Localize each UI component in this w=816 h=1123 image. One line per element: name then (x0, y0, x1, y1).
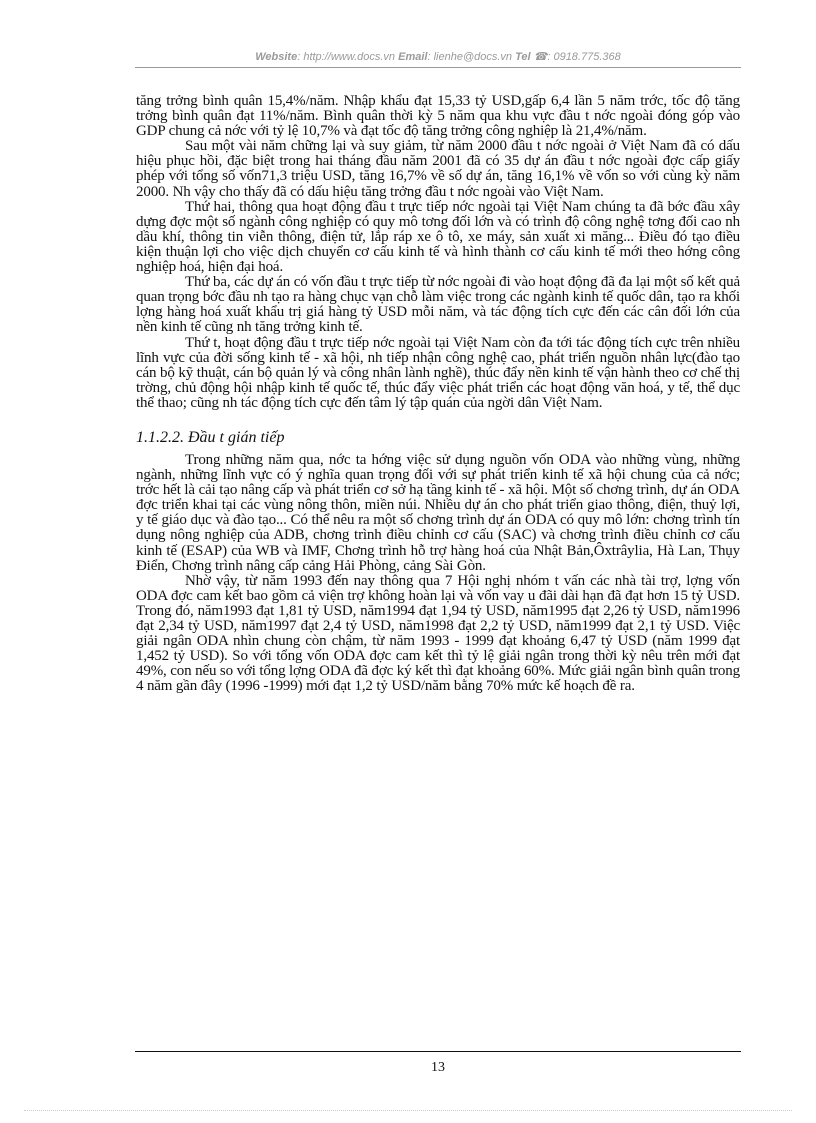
paragraph: Thứ hai, thông qua hoạt động đầu t trực tiếp nớc ngoài tại Việt Nam chúng ta đã bớc đầu xây dựng đợc một số ngành công nghiệp có quy mô tơng đối lớn và có trình độ công nghệ tơng đối cao nh dầu khí, thông tin viễn thông, điện tử, lắp ráp xe ô tô, xe máy, sản xuất xi măng... Điều đó tạo điều kiện thuận lợi cho việc dịch chuyển cơ cấu kinh tế và hình thành cơ cấu kinh tế mới theo hớng công nghiệp hoá, hiện đại hoá. (136, 198, 740, 276)
paragraph: Thứ ba, các dự án có vốn đầu t trực tiếp từ nớc ngoài đi vào hoạt động đã đa lại một số kết quả quan trọng bớc đầu nh tạo ra hàng chục vạn chỗ làm việc trong các ngành kinh tế quốc dân, tạo ra khối lợng hàng hoá xuất khẩu trị giá hàng tỷ USD mỗi năm, và tác động tích cực đến các cân đối lớn của nền kinh tế cũng nh tăng trởng kinh tế. (136, 274, 740, 336)
paragraph: Thứ t, hoạt động đầu t trực tiếp nớc ngoài tại Việt Nam còn đa tới tác động tích cực trên nhiều lĩnh vực của đời sống kinh tế - xã hội, nh tiếp nhận công nghệ cao, phát triển nguồn nhân lực(đào tạo cán bộ kỹ thuật, cán bộ quản lý và công nhân lành nghề), thúc đẩy nền kinh tế vận hành theo cơ chế thị trờng, chủ động hội nhập kinh tế quốc tế, thúc đẩy việc phát triển các hoạt động văn hoá, y tế, thể dục thể thao; cũng nh tác động tích cực đến tâm lý tập quán của ngời dân Việt Nam. (136, 334, 740, 411)
email-label: Email (398, 51, 428, 63)
paragraph: Nhờ vậy, từ năm 1993 đến nay thông qua 7 Hội nghị nhóm t vấn các nhà tài trợ, lợng vốn ODA đợc cam kết bao gồm cả viện trợ không hoàn lại và vốn vay u đãi dài hạn đã đạt hơn 15 tỷ USD. Trong đó, năm1993 đạt 1,81 tỷ USD, năm1994 đạt 1,94 tỷ USD, năm1995 đạt 2,26 tỷ USD, năm1996 đạt 2,34 tỷ USD, năm1997 đạt 2,4 tỷ USD, năm1998 đạt 2,2 tỷ USD, năm1999 đạt 2,1 tỷ USD. Việc giải ngân ODA nhìn chung còn chậm, từ năm 1993 - 1999 đạt khoảng 6,47 tỷ USD (năm 1999 đạt 1,452 tỷ USD). So với tổng vốn ODA đợc cam kết thì tỷ lệ giải ngân trong thời kỳ nêu trên mới đạt 49%, con nếu so với tổng lợng ODA đã đợc ký kết thì đạt khoảng 60%. Mức giải ngân bình quân trong 4 năm gần đây (1996 -1999) mới đạt 1,2 tỷ USD/năm bằng 70% mức kế hoạch đề ra. (136, 572, 740, 695)
tel-value: : 0918.775.368 (547, 51, 621, 63)
paragraph: Trong những năm qua, nớc ta hớng việc sử dụng nguồn vốn ODA vào những vùng, những ngành, những lĩnh vực có ý nghĩa quan trọng đối với sự phát triển kinh tế xã hội chung của cả nớc; trớc hết là cải tạo nâng cấp và phát triển cơ sở hạ tầng kinh tế - xã hội. Một số chơng trình, dự án ODA đợc triển khai tại các vùng nông thôn, miền núi. Nhiều dự án cho phát triển giao thông, điện, thuỷ lợi, y tế giáo dục và đào tạo... Có thể nêu ra một số chơng trình dự án ODA có quy mô lớn: chơng trình tín dụng nông nghiệp của ADB, chơng trình điều chỉnh cơ cấu (SAC) và chơng trình điều chỉnh cơ cấu kinh tế (ESAP) của WB và IMF, Chơng trình hỗ trợ hàng hoá của Nhật Bản,Ôxtrâylia, Hà Lan, Thụy Điển, Chơng trình nâng cấp cảng Hải Phòng, cảng Sài Gòn. (136, 451, 740, 574)
email-link[interactable]: : lienhe@docs.vn (427, 51, 513, 63)
page-bottom-border (24, 1110, 792, 1111)
paragraph-continued: tăng trởng bình quân 15,4%/năm. Nhập khẩu đạt 15,33 tỷ USD,gấp 6,4 lần 5 năm trớc, tốc độ tăng trởng bình quân đạt 11%/năm. Bình quân thời kỳ 5 năm qua khu vực đầu t nớc ngoài đóng góp vào GDP chung cả nớc với tỷ lệ 10,7% và đạt tốc độ tăng trởng công nghiệp là 21,4%/năm. (136, 93, 740, 140)
page-header (135, 48, 741, 66)
header-rule (135, 67, 741, 68)
phone-icon: ☎ (533, 51, 548, 63)
footer-rule (135, 1051, 741, 1052)
body-text (136, 94, 740, 694)
website-link[interactable]: : http://www.docs.vn (297, 51, 396, 63)
section-heading: 1.1.2.2. Đầu t gián tiếp (136, 428, 285, 446)
paragraph: Sau một vài năm chững lại và suy giảm, từ năm 2000 đầu t nớc ngoài ở Việt Nam đã có dấu hiệu phục hồi, đặc biệt trong hai tháng đầu năm 2001 đã có 35 dự án đầu t nớc ngoài đợc cấp giấy phép với tổng số vốn71,3 triệu USD, tăng 16,7% về số dự án, tăng 16,1% về vốn so với cùng kỳ năm 2000. Nh vậy cho thấy đã có dấu hiệu tăng trởng đầu t nớc ngoài vào Việt Nam. (136, 138, 740, 200)
tel-label: Tel (515, 51, 531, 63)
page-number: 13 (431, 1060, 445, 1075)
website-label: Website (255, 51, 298, 63)
